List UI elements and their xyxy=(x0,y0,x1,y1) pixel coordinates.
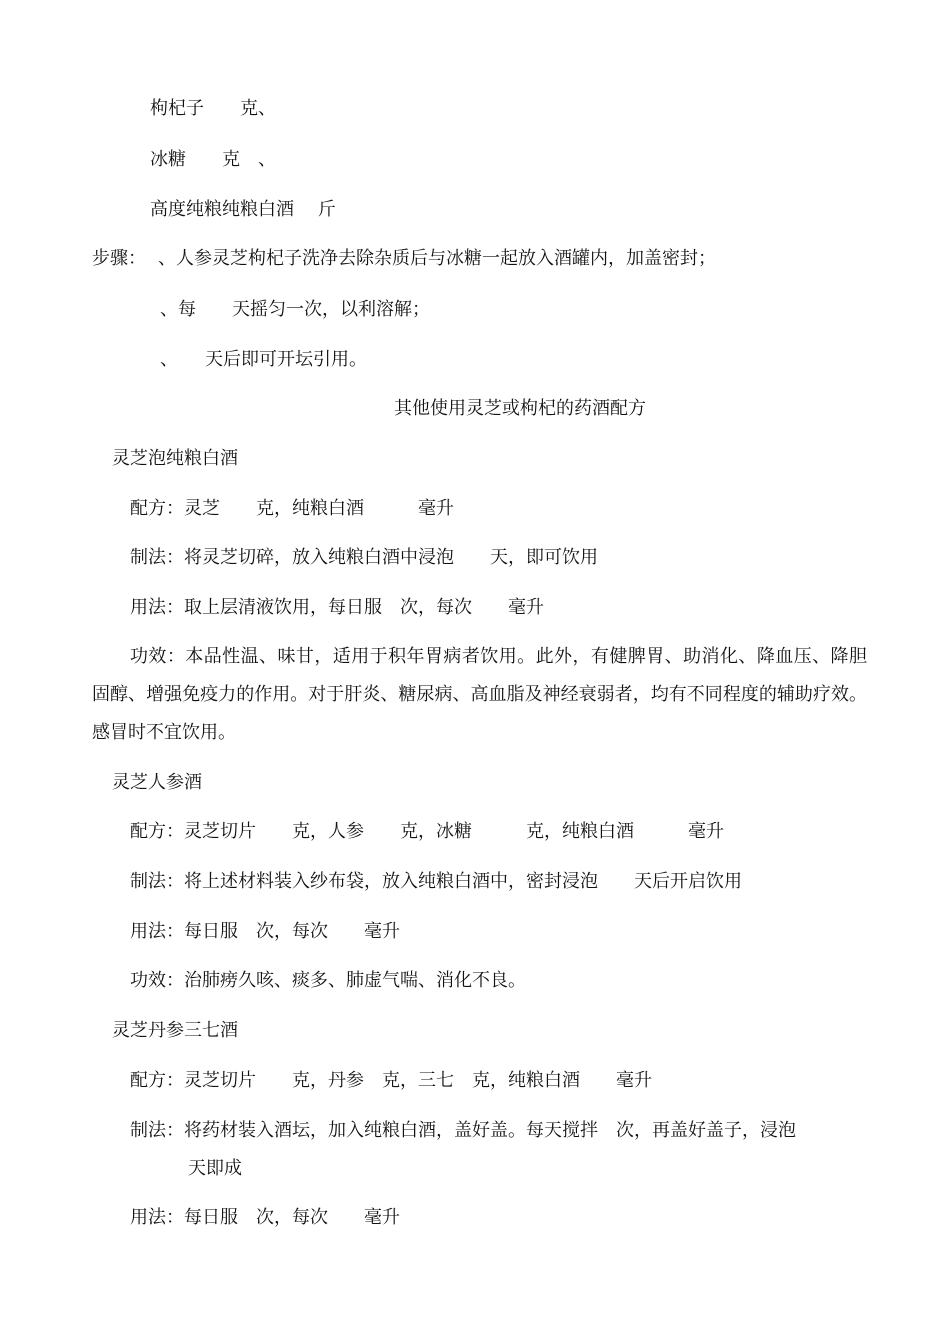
steps-label: 步骤： xyxy=(92,248,146,269)
recipe-usage: 用法：每日服 次，每次 毫升 xyxy=(130,1207,400,1228)
recipe-formula: 配方：灵芝切片 克，丹参 克，三七 克，纯粮白酒 毫升 xyxy=(130,1070,652,1091)
recipe-formula: 配方：灵芝 克，纯粮白酒 毫升 xyxy=(130,498,454,519)
step-line: 、每 天摇匀一次，以利溶解； xyxy=(160,299,430,320)
recipe-title: 灵芝泡纯粮白酒 xyxy=(112,448,238,469)
recipe-effect: 功效：治肺痨久咳、痰多、肺虚气喘、消化不良。 xyxy=(130,970,526,991)
section-title: 其他使用灵芝或枸杞的药酒配方 xyxy=(394,398,646,419)
recipe-title: 灵芝丹参三七酒 xyxy=(112,1020,238,1041)
ingredient-line: 枸杞子 克、 xyxy=(150,98,276,119)
recipe-formula: 配方：灵芝切片 克，人参 克，冰糖 克，纯粮白酒 毫升 xyxy=(130,821,724,842)
recipe-usage: 用法：每日服 次，每次 毫升 xyxy=(130,921,400,942)
recipe-method-continued: 天即成 xyxy=(188,1158,242,1179)
ingredient-line: 高度纯粮纯粮白酒 斤 xyxy=(150,199,336,220)
recipe-effect: 功效：本品性温、味甘，适用于积年胃病者饮用。此外，有健脾胃、助消化、降血压、降胆固醇、增强免疫力的作用。对于肝炎、糖尿病、高血脂及神经衰弱者，均有不同程度的辅助疗效。感冒时不宜饮用。 xyxy=(92,646,867,743)
step-line: 、人参灵芝枸杞子洗净去除杂质后与冰糖一起放入酒罐内，加盖密封； xyxy=(140,248,716,269)
recipe-method: 制法：将灵芝切碎，放入纯粮白酒中浸泡 天，即可饮用 xyxy=(130,547,598,568)
ingredient-line: 冰糖 克 、 xyxy=(150,149,276,170)
recipe-title: 灵芝人参酒 xyxy=(112,772,202,793)
recipe-method: 制法：将上述材料装入纱布袋，放入纯粮白酒中，密封浸泡 天后开启饮用 xyxy=(130,871,742,892)
step-line: 、 天后即可开坛引用。 xyxy=(160,349,367,370)
recipe-usage: 用法：取上层清液饮用，每日服 次，每次 毫升 xyxy=(130,597,544,618)
recipe-method: 制法：将药材装入酒坛，加入纯粮白酒，盖好盖。每天搅拌 次，再盖好盖子，浸泡 xyxy=(130,1120,796,1141)
